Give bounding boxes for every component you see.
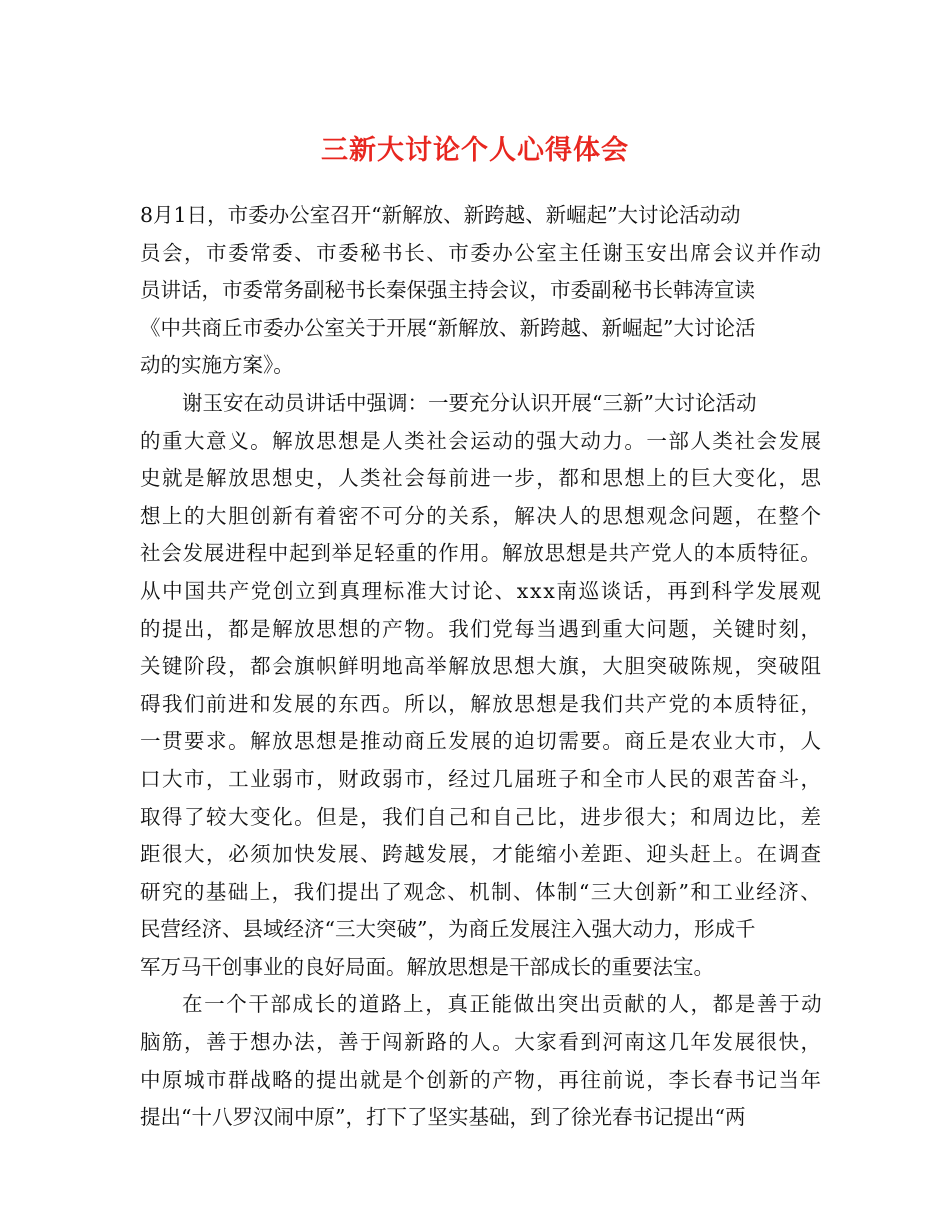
body-line: 员会，市委常委、市委秘书长、市委办公室主任谢玉安出席会议并作动	[140, 240, 823, 265]
body-line: 中原城市群战略的提出就是个创新的产物，再往前说，李长春书记当年	[140, 1067, 823, 1092]
body-line: 在一个干部成长的道路上，真正能做出突出贡献的人，都是善于动	[182, 992, 824, 1017]
body-line: 员讲话，市委常务副秘书长秦保强主持会议，市委副秘书长韩涛宣读	[140, 278, 755, 303]
body-line: 动的实施方案》。	[140, 353, 294, 378]
body-line: 8月1日，市委办公室召开“新解放、新跨越、新崛起”大讨论活动动	[140, 203, 741, 227]
body-line: 口大市，工业弱市，财政弱市，经过几届班子和全市人民的艰苦奋斗，	[140, 766, 823, 791]
body-line: 社会发展进程中起到举足轻重的作用。解放思想是共产党人的本质特征。	[140, 541, 822, 566]
body-line: 距很大，必须加快发展、跨越发展，才能缩小差距、迎头赶上。在调查	[140, 842, 823, 867]
body-line: 提出“十八罗汉闹中原”，打下了坚实基础，到了徐光春书记提出“两	[140, 1105, 746, 1130]
body-line: 取得了较大变化。但是，我们自己和自己比，进步很大；和周边比，差	[140, 804, 823, 829]
body-line: 关键阶段，都会旗帜鲜明地高举解放思想大旗，大胆突破陈规，突破阻	[140, 654, 823, 679]
document-body	[140, 197, 830, 1137]
body-line: 碍我们前进和发展的东西。所以，解放思想是我们共产党的本质特征，	[140, 691, 823, 716]
body-line: 谢玉安在动员讲话中强调：一要充分认识开展“三新”大讨论活动	[182, 390, 757, 415]
body-line: 民营经济、县域经济“三大突破”，为商丘发展注入强大动力，形成千	[140, 917, 756, 942]
body-line: 从中国共产党创立到真理标准大讨论、xxx南巡谈话，再到科学发展观	[140, 578, 823, 603]
body-line: 史就是解放思想史，人类社会每前进一步，都和思想上的巨大变化，思	[140, 466, 823, 491]
body-line: 脑筋，善于想办法，善于闯新路的人。大家看到河南这几年发展很快，	[140, 1030, 823, 1055]
body-line: 军万马干创事业的良好局面。解放思想是干部成长的重要法宝。	[140, 954, 714, 979]
body-line: 想上的大胆创新有着密不可分的关系，解决人的思想观念问题，在整个	[140, 503, 823, 528]
document-title: 三新大讨论个人心得体会	[321, 135, 629, 166]
body-line: 的重大意义。解放思想是人类社会运动的强大动力。一部人类社会发展	[140, 428, 823, 453]
body-line: 《中共商丘市委办公室关于开展“新解放、新跨越、新崛起”大讨论活	[140, 315, 756, 340]
body-line: 一贯要求。解放思想是推动商丘发展的迫切需要。商丘是农业大市，人	[140, 729, 823, 754]
body-line: 的提出，都是解放思想的产物。我们党每当遇到重大问题，关键时刻，	[140, 616, 823, 641]
body-line: 研究的基础上，我们提出了观念、机制、体制“三大创新”和工业经济、	[140, 879, 823, 904]
